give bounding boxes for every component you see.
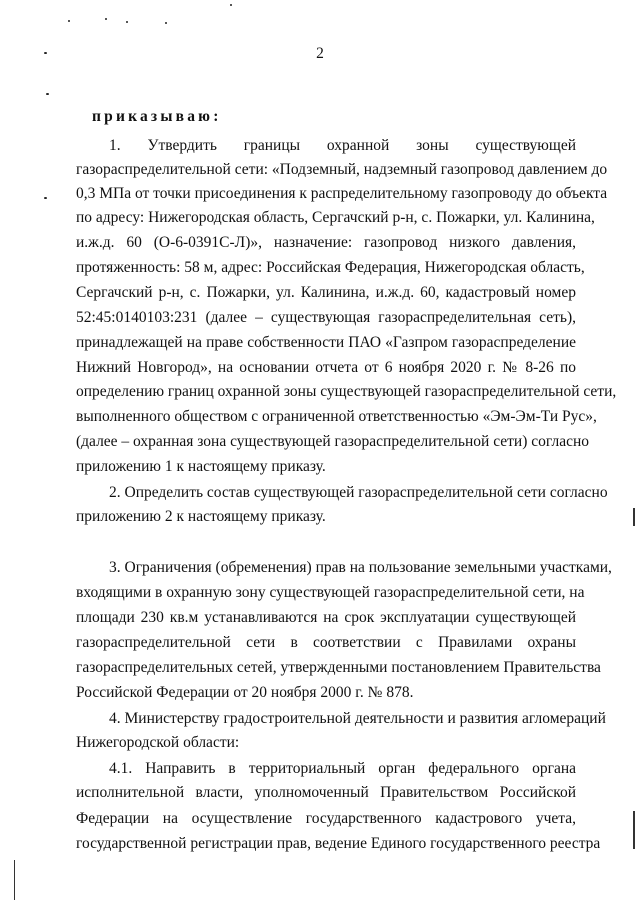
text-line: газораспределительной сети в соответствии с Правилами охраны [76, 634, 576, 651]
scan-speck [126, 21, 128, 23]
scan-speck [68, 20, 70, 22]
text-line: площади 230 кв.м устанавливаются на срок эксплуатации существующей [76, 609, 576, 626]
text-line: приложению 2 к настоящему приказу. [76, 508, 326, 525]
scan-speck [230, 4, 232, 6]
scan-edge-mark [14, 860, 15, 900]
text-line: 3. Ограничения (обременения) прав на пользование земельными участками, [109, 559, 612, 576]
text-line: принадлежащей на праве собственности ПАО «Газпром газораспределение [76, 334, 576, 351]
text-line: входящими в охранную зону существующей газораспределительной сети, на [76, 584, 585, 601]
text-line: 4. Министерству градостроительной деятельности и развития агломераций [109, 710, 606, 727]
scan-speck [165, 22, 167, 24]
text-line: 52:45:0140103:231 (далее – существующая газораспределительная сеть), [76, 309, 576, 326]
text-line: газораспределительных сетей, утвержденными постановлением Правительства [76, 659, 601, 676]
scan-speck [105, 18, 107, 20]
text-line: по адресу: Нижегородская область, Сергачский р-н, с. Пожарки, ул. Калинина, [76, 209, 595, 226]
text-line: 0,3 МПа от точки присоединения к распределительному газопроводу до объекта [76, 185, 608, 202]
text-line: определению границ охранной зоны существующей газораспределительной сети, [76, 383, 617, 400]
text-line: Нижний Новгород», на основании отчета от 6 ноября 2020 г. № 8-26 по [76, 359, 576, 376]
text-line: Российской Федерации от 20 ноября 2000 г. № 878. [76, 684, 414, 701]
scan-edge-mark [633, 508, 635, 526]
scan-speck [44, 197, 47, 199]
text-line: Федерации на осуществление государственного кадастрового учета, [76, 810, 576, 827]
text-line: государственной регистрации прав, ведение Единого государственного реестра [76, 835, 601, 852]
text-line: 1. Утвердить границы охранной зоны существующей [109, 137, 576, 154]
text-line: протяженность: 58 м, адрес: Российская Федерация, Нижегородская область, [76, 259, 585, 276]
order-heading: приказываю: [92, 108, 222, 125]
text-line: исполнительной власти, уполномоченный Правительством Российской [76, 784, 576, 801]
text-line: 2. Определить состав существующей газораспределительной сети согласно [109, 484, 608, 501]
text-line: 4.1. Направить в территориальный орган федерального органа [109, 760, 576, 777]
scan-edge-mark [633, 811, 635, 849]
text-line: приложению 1 к настоящему приказу. [76, 458, 326, 475]
text-line: газораспределительной сети: «Подземный, надземный газопровод давлением до [76, 161, 608, 178]
text-line: Сергачский р-н, с. Пожарки, ул. Калинина, и.ж.д. 60, кадастровый номер [76, 284, 576, 301]
scan-speck [44, 52, 47, 54]
scan-speck [46, 93, 49, 95]
text-line: и.ж.д. 60 (О-6-0391С-Л)», назначение: газопровод низкого давления, [76, 234, 576, 251]
text-line: Нижегородской области: [76, 734, 240, 751]
text-line: (далее – охранная зона существующей газораспределительной сети) согласно [76, 433, 589, 450]
page-number: 2 [316, 45, 324, 62]
text-line: выполненного обществом с ограниченной ответственностью «Эм-Эм-Ти Рус», [76, 408, 597, 425]
